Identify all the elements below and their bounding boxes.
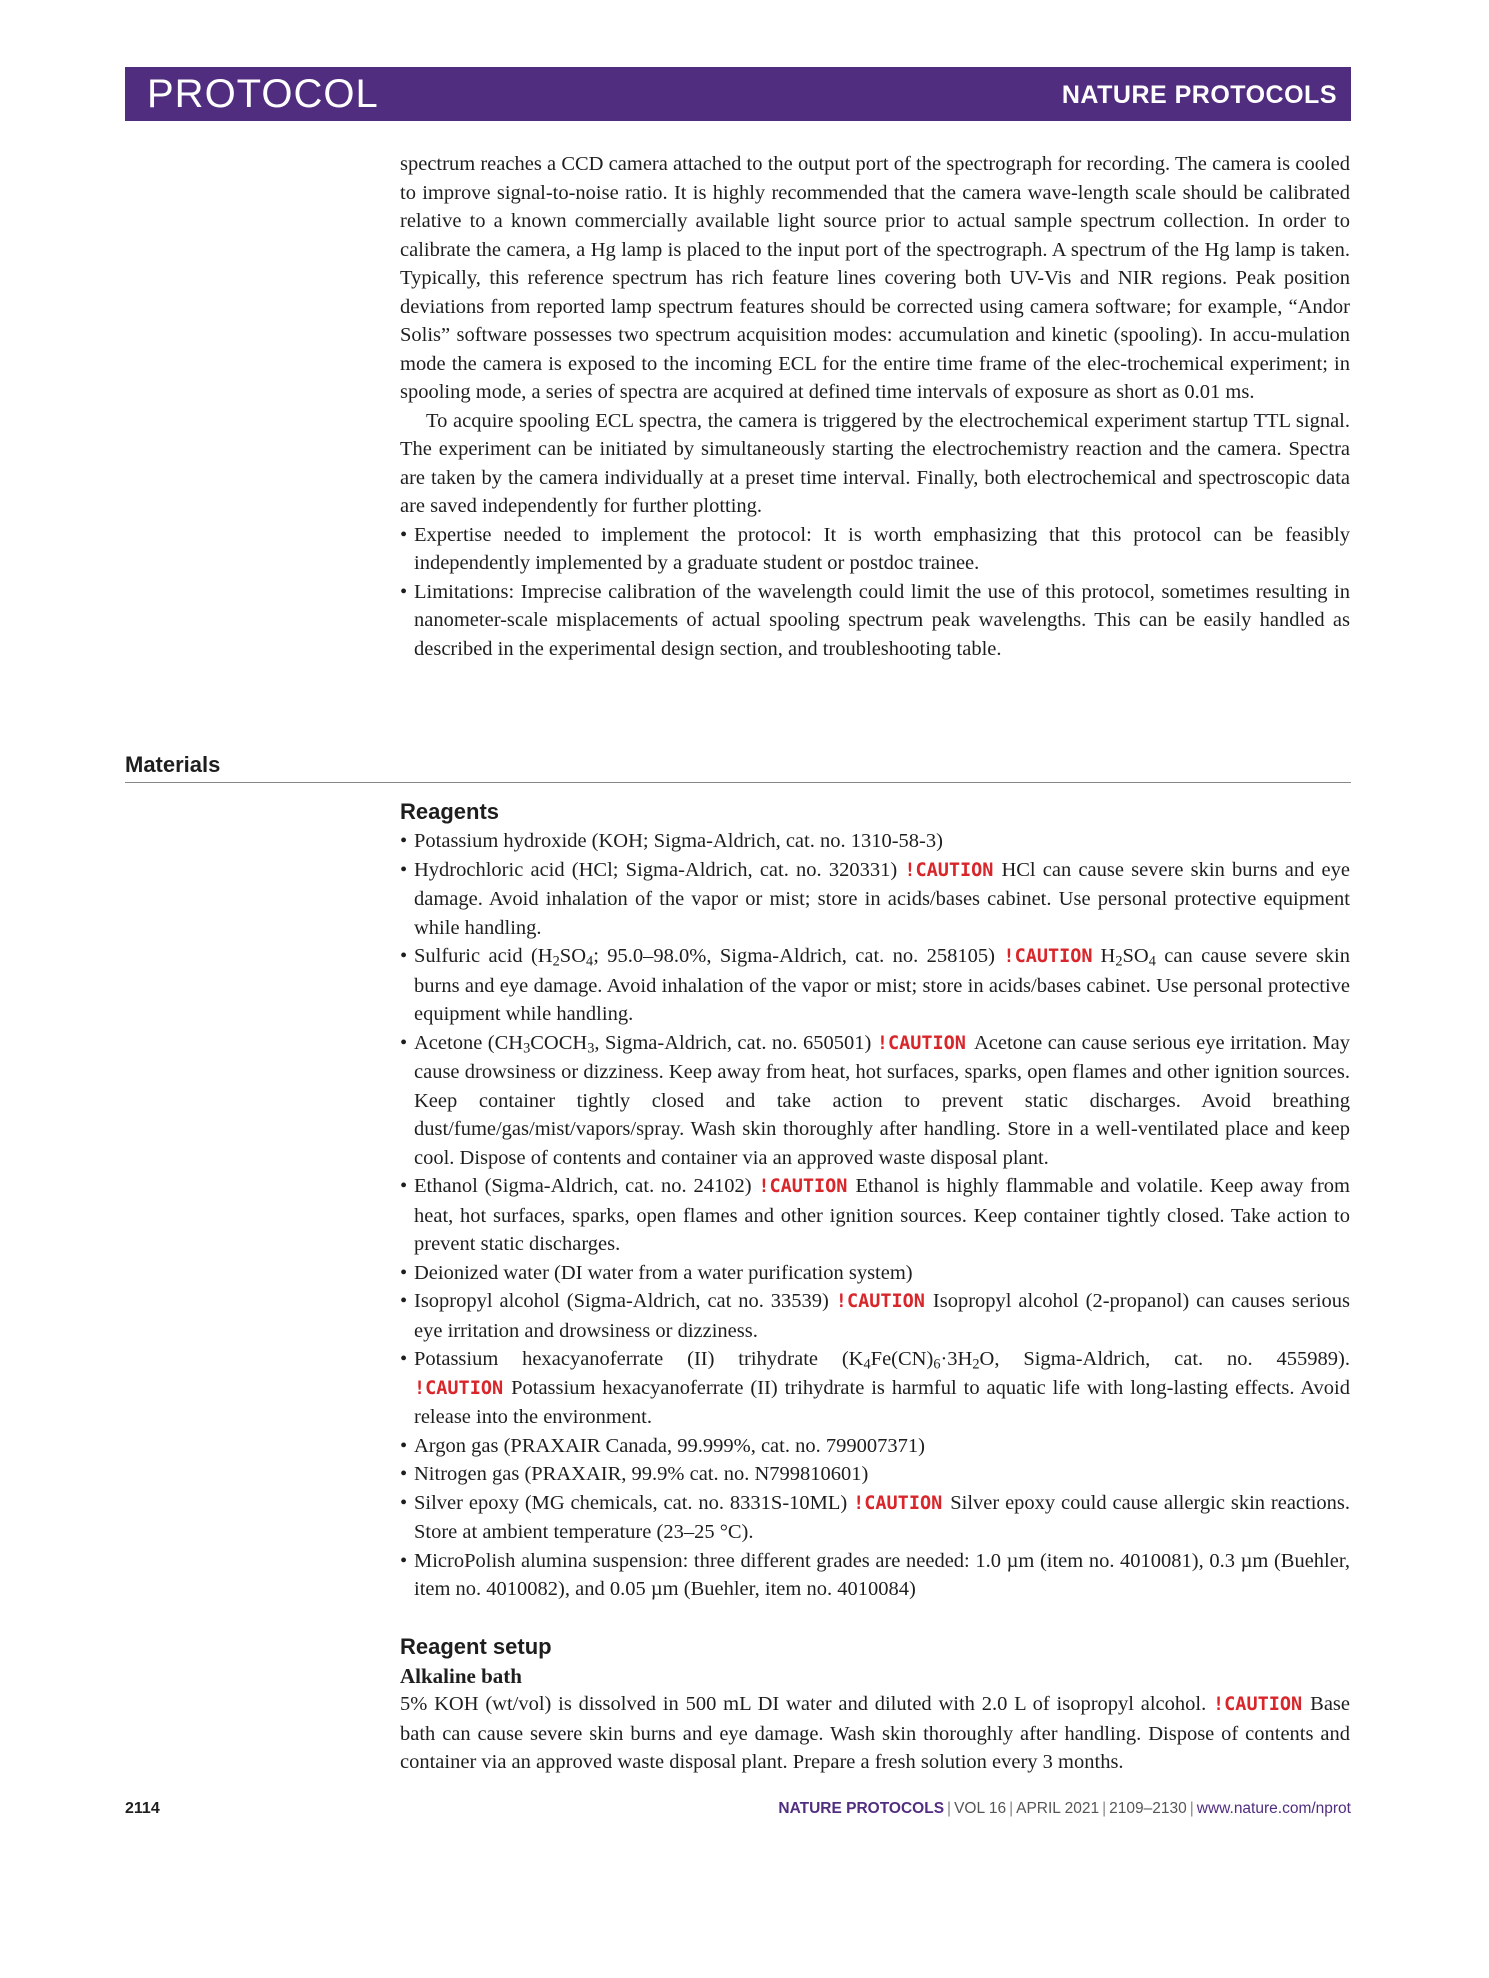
footer-journal: NATURE PROTOCOLS	[778, 1800, 945, 1817]
caution-badge: !CAUTION	[904, 859, 994, 881]
list-item: • Isopropyl alcohol (Sigma-Aldrich, cat no. 33539) !CAUTION Isopropyl alcohol (2-propanol) can causes serious eye irritation and drowsiness or dizziness.	[400, 1287, 1350, 1345]
caution-badge: !CAUTION	[835, 1291, 925, 1312]
list-item: • Potassium hydroxide (KOH; Sigma-Aldrich, cat. no. 1310-58-3)	[400, 827, 1350, 856]
reagent-setup-heading: Reagent setup	[400, 1633, 552, 1659]
section-banner	[125, 67, 1351, 121]
caution-badge: !CAUTION	[1003, 946, 1093, 967]
materials-column	[400, 797, 1350, 1777]
list-item: • Hydrochloric acid (HCl; Sigma-Aldrich, cat. no. 320331) !CAUTION HCl can cause severe skin burns and eye damage. Avoid inhalation of the vapor or mist; store in acids/bases cabinet. Use personal protective equipment while handling.	[400, 856, 1350, 943]
alkaline-bath-heading: Alkaline bath	[400, 1663, 522, 1688]
section-divider	[125, 782, 1351, 783]
list-item: • Silver epoxy (MG chemicals, cat. no. 8331S-10ML) !CAUTION Silver epoxy could cause allergic skin reactions. Store at ambient temperature (23–25 °C).	[400, 1489, 1350, 1547]
list-item: • Potassium hexacyanoferrate (II) trihydrate ($K_4Fe(CN)_6\cdot 3H_2O$, Sigma-Aldrich, cat. no. 455989). !CAUTION Potassium hexacyanoferrate (II) trihydrate is harmful to aquatic life with long-lasting effects. Avoid release into the environment.	[400, 1345, 1350, 1432]
footer-volume: VOL 16	[954, 1800, 1007, 1817]
reagent-list	[400, 827, 1350, 1604]
caution-badge: !CAUTION	[1213, 1694, 1303, 1715]
list-item: • Sulfuric acid ($H_2SO_4$; 95.0–98.0%, Sigma-Aldrich, cat. no. 258105) !CAUTION $H_2SO_4$ can cause severe skin burns and eye damage. Avoid inhalation of the vapor or mist; store in acids/bases cabinet. Use personal protective equipment while handling.	[400, 942, 1350, 1029]
list-item: • Ethanol (Sigma-Aldrich, cat. no. 24102) !CAUTION Ethanol is highly flammable and volatile. Keep away from heat, hot surfaces, sparks, open flames and other ignition sources. Keep container tightly closed. Take action to prevent static discharges.	[400, 1172, 1350, 1259]
footer-url[interactable]: www.nature.com/nprot	[1196, 1800, 1351, 1817]
list-item: • Acetone ($CH_3COCH_3$, Sigma-Aldrich, cat. no. 650501) !CAUTION Acetone can cause serious eye irritation. May cause drowsiness or dizziness. Keep away from heat, hot surfaces, sparks, open flames and other ignition sources. Keep container tightly closed and take action to prevent static discharges. Avoid breathing dust/fume/gas/mist/vapors/spray. Wash skin thoroughly after handling. Store in a well-ventilated place and keep cool. Dispose of contents and container via an approved waste disposal plant.	[400, 1029, 1350, 1173]
list-item: • MicroPolish alumina suspension: three different grades are needed: 1.0 µm (item no. 4010081), 0.3 µm (Buehler, item no. 4010082), and 0.05 µm (Buehler, item no. 4010084)	[400, 1547, 1350, 1604]
intro-paragraph-1: spectrum reaches a CCD camera attached to the output port of the spectrograph for recording. The camera is cooled to improve signal-to-noise ratio. It is highly recommended that the camera wave-length scale should be calibrated relative to a known commercially available light source prior to actual sample spectrum collection. In order to calibrate the camera, a Hg lamp is placed to the input port of the spectrograph. A spectrum of the Hg lamp is taken. Typically, this reference spectrum has rich feature lines covering both UV-Vis and NIR regions. Peak position deviations from reported lamp spectrum features should be corrected using camera software; for example, “Andor Solis” software possesses two spectrum acquisition modes: accumulation and kinetic (spooling). In accu-mulation mode the camera is exposed to the incoming ECL for the entire time frame of the elec-trochemical experiment; in spooling mode, a series of spectra are acquired at defined time intervals of exposure as short as 0.01 ms.	[400, 153, 1350, 403]
footer-pages: 2109–2130	[1109, 1800, 1187, 1817]
caution-badge: !CAUTION	[758, 1176, 848, 1197]
intro-bullet-list	[400, 521, 1350, 664]
reagents-heading: Reagents	[400, 799, 500, 824]
list-item: • Deionized water (DI water from a water purification system)	[400, 1259, 1350, 1288]
footer-citation: NATURE PROTOCOLS | VOL 16 | APRIL 2021 | 2109–2130 | www.nature.com/nprot	[778, 1800, 1351, 1817]
alkaline-bath-paragraph: 5% KOH (wt/vol) is dissolved in 500 mL DI water and diluted with 2.0 L of isopropyl alcohol. !CAUTION Base bath can cause severe skin burns and eye damage. Wash skin thoroughly after handling. Dispose of contents and container via an approved waste disposal plant. Prepare a fresh solution every 3 months.	[400, 1693, 1350, 1773]
caution-badge: !CAUTION	[876, 1032, 966, 1054]
list-item: • Expertise needed to implement the protocol: It is worth emphasizing that this protocol can be feasibly independently implemented by a graduate student or postdoc trainee.	[400, 521, 1350, 578]
caution-badge: !CAUTION	[853, 1492, 943, 1514]
materials-heading: Materials	[125, 752, 221, 777]
list-item: • Nitrogen gas (PRAXAIR, 99.9% cat. no. N799810601)	[400, 1460, 1350, 1489]
journal-name: NATURE PROTOCOLS	[1061, 81, 1337, 109]
caution-badge: !CAUTION	[414, 1377, 504, 1399]
list-item: • Limitations: Imprecise calibration of the wavelength could limit the use of this protocol, sometimes resulting in nanometer-scale misplacements of actual spooling spectrum peak wavelengths. This can be easily handled as described in the experimental design section, and troubleshooting table.	[400, 578, 1350, 664]
intro-paragraph-2: To acquire spooling ECL spectra, the camera is triggered by the electrochemical experiment startup TTL signal. The experiment can be initiated by simultaneously starting the electrochemistry reaction and the camera. Spectra are taken by the camera individually at a preset time interval. Finally, both electrochemical and spectroscopic data are saved independently for further plotting.	[400, 409, 1350, 517]
list-item: • Argon gas (PRAXAIR Canada, 99.999%, cat. no. 799007371)	[400, 1432, 1350, 1461]
section-label: PROTOCOL	[147, 72, 379, 116]
page-number: 2114	[125, 1800, 160, 1817]
intro-column	[400, 150, 1350, 663]
footer-date: APRIL 2021	[1016, 1800, 1100, 1817]
